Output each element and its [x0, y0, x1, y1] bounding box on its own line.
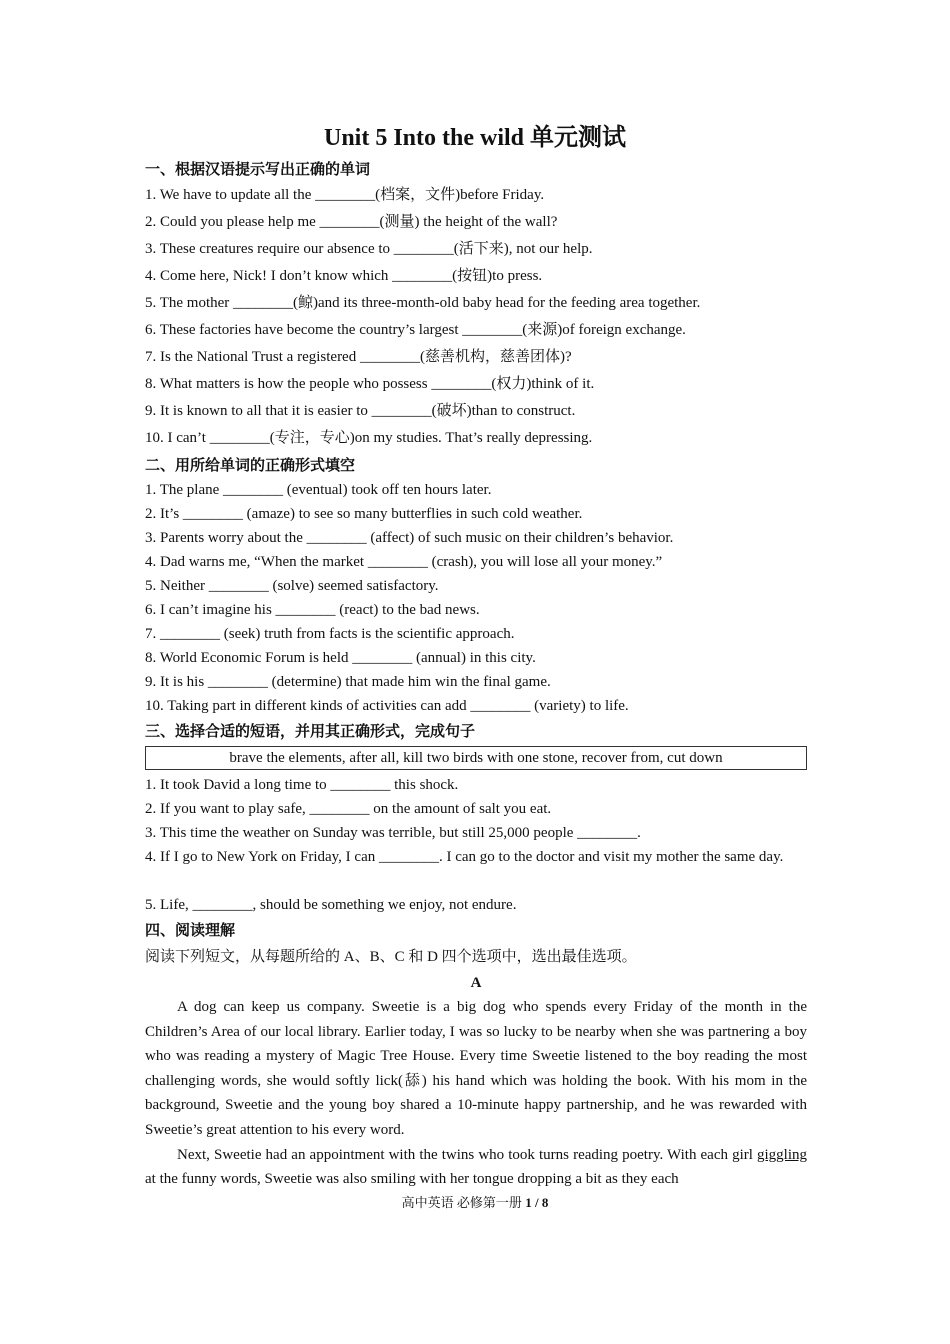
question-item: 2. Could you please help me ________(测量) the height of the wall?	[145, 214, 558, 230]
section-2-list	[145, 478, 807, 718]
paragraph-text: at the funny words, Sweetie was also smiling with her tongue dropping a bit as they each	[145, 1171, 679, 1188]
page-number-total: 8	[541, 1195, 549, 1210]
question-item: 1. It took David a long time to ________ this shock.	[145, 777, 459, 793]
question-item: 9. It is known to all that it is easier to ________(破坏)than to construct.	[145, 403, 576, 419]
footer-text: 高中英语 必修第一册	[401, 1195, 522, 1210]
question-item: 7. ________ (seek) truth from facts is the scientific approach.	[145, 626, 515, 642]
phrase-bank-box: brave the elements, after all, kill two birds with one stone, recover from, cut down	[145, 746, 807, 770]
page-title: Unit 5 Into the wild 单元测试	[323, 125, 627, 151]
page-footer	[0, 1192, 950, 1211]
question-item: 2. If you want to play safe, ________ on the amount of salt you eat.	[145, 801, 552, 817]
question-item: 4. Dad warns me, “When the market ________ (crash), you will lose all your money.”	[145, 554, 663, 570]
question-item: 4. If I go to New York on Friday, I can ________. I can go to the doctor and visit my mother the same day.	[145, 849, 784, 865]
underlined-word: giggling	[757, 1146, 808, 1163]
page-number-current: 1	[525, 1195, 532, 1210]
passage-paragraph: A dog can keep us company. Sweetie is a big dog who spends every Friday of the month in the Children’s Area of our local library. Earlier today, I was so lucky to be nearby when she was partnering a boy who was reading a mystery of Magic Tree House. Every time Sweetie listened to the boy reading the most challenging words, she would softly lick(舔) his hand which was holding the book. With his mom in the background, Sweetie and the young boy shared a 10-minute happy partnership, and he was rewarded with Sweetie’s great attention to his every word.	[145, 999, 807, 1138]
question-item: 1. We have to update all the ________(档案，文件)before Friday.	[145, 187, 545, 203]
page-number-separator: /	[534, 1195, 539, 1210]
passage-paragraph	[145, 1143, 807, 1192]
question-item: 10. I can’t ________(专注，专心)on my studies. That’s really depressing.	[145, 430, 593, 446]
document-content	[145, 156, 807, 1192]
question-item: 3. These creatures require our absence to ________(活下来), not our help.	[145, 241, 593, 257]
question-item: 4. Come here, Nick! I don’t know which ________(按钮)to press.	[145, 268, 543, 284]
question-item: 7. Is the National Trust a registered ________(慈善机构，慈善团体)?	[145, 349, 572, 365]
section-2-heading: 二、用所给单词的正确形式填空	[145, 456, 356, 474]
question-item: 3. This time the weather on Sunday was terrible, but still 25,000 people ________.	[145, 825, 641, 841]
section-1-list	[145, 182, 807, 452]
question-item: 2. It’s ________ (amaze) to see so many butterflies in such cold weather.	[145, 506, 583, 522]
question-item: 8. World Economic Forum is held ________ (annual) in this city.	[145, 650, 536, 666]
question-item: 5. Neither ________ (solve) seemed satisfactory.	[145, 578, 439, 594]
section-3-heading: 三、选择合适的短语，并用其正确形式，完成句子	[145, 722, 476, 740]
question-item: 10. Taking part in different kinds of activities can add ________ (variety) to life.	[145, 698, 629, 714]
question-item: 8. What matters is how the people who possess ________(权力)think of it.	[145, 376, 595, 392]
question-item: 9. It is his ________ (determine) that made him win the final game.	[145, 674, 551, 690]
passage-label: A	[470, 975, 482, 991]
section-4-heading: 四、阅读理解	[145, 921, 236, 939]
question-item: 6. These factories have become the country’s largest ________(来源)of foreign exchange.	[145, 322, 686, 338]
section-3-list	[145, 773, 807, 917]
question-item: 5. Life, ________, should be something we enjoy, not endure.	[145, 897, 517, 913]
question-item: 6. I can’t imagine his ________ (react) to the bad news.	[145, 602, 480, 618]
question-item: 3. Parents worry about the ________ (affect) of such music on their children’s behavior.	[145, 530, 674, 546]
section-1-heading: 一、根据汉语提示写出正确的单词	[145, 160, 371, 178]
reading-instruction: 阅读下列短文，从每题所给的 A、B、C 和 D 四个选项中，选出最佳选项。	[145, 949, 637, 965]
question-item: 5. The mother ________(鲸)and its three-month-old baby head for the feeding area together.	[145, 295, 701, 311]
paragraph-text: Next, Sweetie had an appointment with the twins who took turns reading poetry. With each girl	[177, 1146, 753, 1163]
question-item: 1. The plane ________ (eventual) took off ten hours later.	[145, 482, 492, 498]
